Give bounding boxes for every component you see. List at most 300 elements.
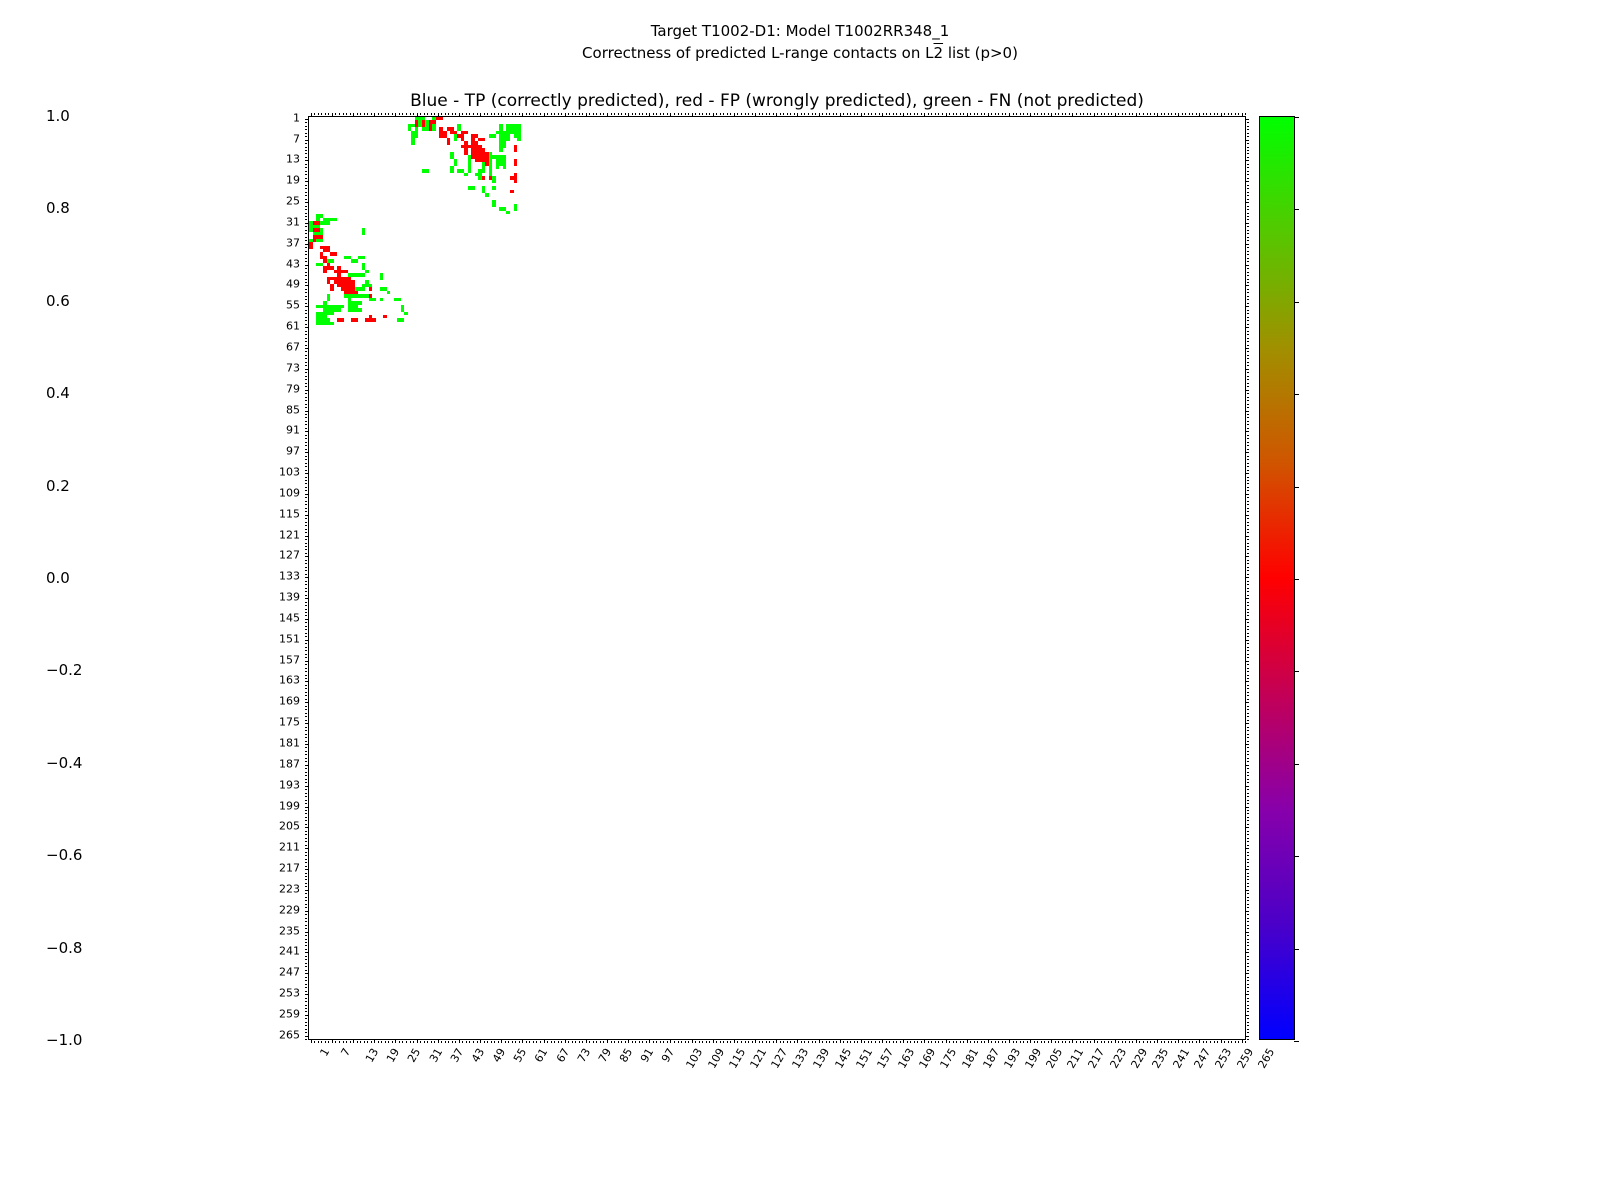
y-tickmark <box>305 803 307 804</box>
x-tickmark-top <box>1238 113 1239 115</box>
x-tickmark <box>797 1039 798 1043</box>
x-tickmark <box>678 1041 679 1043</box>
x-tickmark-top <box>343 113 344 115</box>
x-tickmark <box>808 1041 809 1043</box>
y-tickmark-right <box>1245 556 1249 557</box>
y-tickmark <box>305 296 307 297</box>
y-tickmark <box>305 577 309 578</box>
x-tickmark <box>882 1039 883 1043</box>
y-tickmark-right <box>1247 675 1249 676</box>
x-tickmark-top <box>427 113 428 115</box>
y-tickmark-right <box>1247 310 1249 311</box>
x-ticklabel: 73 <box>574 1046 593 1065</box>
x-tickmark <box>614 1041 615 1043</box>
y-tickmark-right <box>1247 834 1249 835</box>
y-tickmark <box>305 612 307 613</box>
x-tickmark-top <box>808 113 809 115</box>
y-tickmark-right <box>1247 855 1249 856</box>
y-ticklabel: 259 <box>279 1007 300 1021</box>
x-tickmark-top <box>1210 113 1211 115</box>
x-tickmark-top <box>1122 113 1123 115</box>
contact-cell-fn <box>358 308 362 311</box>
x-tickmark-top <box>745 113 746 115</box>
x-tickmark-top <box>667 113 668 115</box>
y-tickmark-right <box>1245 765 1249 766</box>
y-ticklabel: 121 <box>279 528 300 542</box>
y-tickmark <box>305 421 307 422</box>
contact-cell-fn <box>330 322 334 325</box>
x-tickmark-top <box>960 113 961 115</box>
x-tickmark <box>1217 1041 1218 1043</box>
contact-cell-fp <box>355 318 359 321</box>
y-tickmark <box>305 272 307 273</box>
y-tickmark <box>305 998 307 999</box>
x-tickmark <box>628 1039 629 1043</box>
y-tickmark <box>305 539 307 540</box>
x-tickmark-top <box>819 113 820 117</box>
y-tickmark <box>305 254 307 255</box>
contact-cell-fn-mirror <box>514 207 518 210</box>
y-tickmark-right <box>1247 605 1249 606</box>
y-tickmark <box>305 925 307 926</box>
y-tickmark-right <box>1247 813 1249 814</box>
x-tickmark <box>466 1041 467 1043</box>
x-tickmark-top <box>353 113 354 117</box>
x-tickmark-top <box>1065 113 1066 115</box>
y-tickmark <box>305 188 307 189</box>
contact-cell-fn <box>341 305 345 308</box>
x-tickmark-top <box>1245 113 1246 115</box>
y-tickmark <box>305 279 307 280</box>
y-tickmark-right <box>1247 609 1249 610</box>
x-tickmark-top <box>593 113 594 115</box>
y-tickmark <box>305 702 309 703</box>
contact-cell-fn-mirror <box>365 270 369 273</box>
x-ticklabel: 127 <box>768 1046 791 1071</box>
x-tickmark <box>840 1039 841 1043</box>
contact-cell-fn-mirror <box>411 141 415 144</box>
y-tickmark-right <box>1247 939 1249 940</box>
x-tickmark-top <box>589 113 590 115</box>
x-ticklabel: 199 <box>1022 1046 1045 1071</box>
x-tickmark-top <box>783 113 784 115</box>
y-tickmark <box>305 914 307 915</box>
x-tickmark <box>374 1039 375 1043</box>
x-tickmark-top <box>565 113 566 117</box>
y-tickmark-right <box>1247 643 1249 644</box>
x-tickmark <box>346 1041 347 1043</box>
y-tickmark <box>305 775 307 776</box>
y-tickmark <box>305 289 307 290</box>
x-tickmark-top <box>628 113 629 117</box>
y-tickmark <box>305 737 307 738</box>
x-ticklabel: 241 <box>1170 1046 1193 1071</box>
y-tickmark <box>305 918 307 919</box>
x-ticklabel: 193 <box>1001 1046 1024 1071</box>
y-ticklabel: 199 <box>279 799 300 813</box>
y-tickmark-right <box>1247 553 1249 554</box>
y-tickmark-right <box>1247 331 1249 332</box>
y-tickmark-right <box>1247 226 1249 227</box>
y-tickmark-right <box>1245 285 1249 286</box>
contact-cell-fn-mirror <box>485 193 489 196</box>
x-tickmark-top <box>928 113 929 115</box>
y-tickmark-right <box>1247 588 1249 589</box>
y-tickmark <box>305 893 307 894</box>
x-tickmark <box>582 1041 583 1043</box>
y-ticklabel: 241 <box>279 944 300 958</box>
y-tickmark-right <box>1245 869 1249 870</box>
y-tickmark-right <box>1247 518 1249 519</box>
y-tickmark-right <box>1247 859 1249 860</box>
y-tickmark <box>305 209 307 210</box>
x-tickmark-top <box>875 113 876 115</box>
y-tickmark <box>305 233 307 234</box>
y-tickmark-right <box>1247 879 1249 880</box>
y-tickmark <box>305 383 307 384</box>
x-tickmark <box>646 1041 647 1043</box>
x-tickmark <box>1122 1041 1123 1043</box>
contact-cell-fn-mirror <box>362 232 366 235</box>
x-tickmark <box>1245 1041 1246 1043</box>
x-tickmark <box>335 1041 336 1043</box>
x-tickmark-top <box>1196 113 1197 115</box>
x-tickmark-top <box>1104 113 1105 115</box>
y-tickmark-right <box>1247 320 1249 321</box>
x-tickmark-top <box>1020 113 1021 115</box>
x-tickmark <box>914 1041 915 1043</box>
y-tickmark <box>305 796 307 797</box>
x-tickmark-top <box>713 113 714 117</box>
x-tickmark-top <box>1058 113 1059 115</box>
x-tickmark-top <box>494 113 495 115</box>
y-tickmark-right <box>1247 275 1249 276</box>
y-tickmark-right <box>1247 358 1249 359</box>
x-ticklabel: 49 <box>490 1046 509 1065</box>
y-tickmark-right <box>1245 494 1249 495</box>
y-tickmark-right <box>1245 973 1249 974</box>
contact-cell-fn <box>362 256 366 259</box>
x-tickmark-top <box>903 113 904 117</box>
y-tickmark <box>305 581 307 582</box>
x-tickmark-top <box>621 113 622 115</box>
x-tickmark <box>318 1041 319 1043</box>
y-tickmark <box>305 945 307 946</box>
y-tickmark <box>305 876 307 877</box>
x-tickmark <box>1168 1041 1169 1043</box>
x-tickmark <box>670 1039 671 1043</box>
x-tickmark-top <box>385 113 386 115</box>
y-tickmark-right <box>1247 685 1249 686</box>
x-tickmark <box>339 1041 340 1043</box>
y-tickmark <box>305 494 309 495</box>
x-tickmark-top <box>378 113 379 115</box>
y-ticklabel: 55 <box>286 298 300 312</box>
y-tickmark-right <box>1247 292 1249 293</box>
y-tickmark <box>305 1036 309 1037</box>
y-tickmark <box>305 626 307 627</box>
contact-cell-fp-mirror <box>514 162 518 165</box>
x-tickmark <box>314 1041 315 1043</box>
y-tickmark-right <box>1247 449 1249 450</box>
x-tickmark <box>755 1039 756 1043</box>
x-tickmark-top <box>998 113 999 115</box>
x-tickmark-top <box>480 113 481 117</box>
y-tickmark <box>305 1005 307 1006</box>
y-tickmark-right <box>1247 466 1249 467</box>
x-tickmark <box>1005 1041 1006 1043</box>
x-tickmark <box>819 1039 820 1043</box>
y-ticklabel: 19 <box>286 173 300 187</box>
x-ticklabel: 247 <box>1191 1046 1214 1071</box>
y-tickmark <box>305 268 307 269</box>
y-tickmark-right <box>1247 424 1249 425</box>
y-tickmark <box>305 244 309 245</box>
x-tickmark <box>900 1041 901 1043</box>
y-tickmark-right <box>1247 1039 1249 1040</box>
x-tickmark <box>1094 1039 1095 1043</box>
x-tickmark <box>716 1041 717 1043</box>
y-tickmark <box>305 727 307 728</box>
y-tickmark-right <box>1245 848 1249 849</box>
y-tickmark-right <box>1247 949 1249 950</box>
y-tickmark <box>305 678 307 679</box>
x-tickmark <box>512 1041 513 1043</box>
x-tickmark-top <box>1129 113 1130 115</box>
x-tickmark-top <box>544 113 545 117</box>
x-tickmark-top <box>766 113 767 115</box>
y-tickmark-right <box>1247 445 1249 446</box>
x-tickmark-top <box>850 113 851 115</box>
x-tickmark-top <box>988 113 989 117</box>
x-tickmark-top <box>1164 113 1165 115</box>
y-tickmark-right <box>1245 473 1249 474</box>
y-tickmark <box>305 181 309 182</box>
y-ticklabel: 205 <box>279 819 300 833</box>
x-tickmark <box>1097 1041 1098 1043</box>
y-ticklabel: 223 <box>279 882 300 896</box>
contact-cell-fn <box>425 169 429 172</box>
x-tickmark-top <box>1125 113 1126 115</box>
y-tickmark-right <box>1247 695 1249 696</box>
contact-cell-fn-mirror <box>454 162 458 165</box>
y-tickmark <box>305 174 307 175</box>
y-tickmark <box>305 952 309 953</box>
x-tickmark-top <box>512 113 513 115</box>
y-tickmark-right <box>1245 181 1249 182</box>
x-tickmark <box>864 1041 865 1043</box>
y-tickmark-right <box>1247 654 1249 655</box>
x-tickmark <box>991 1041 992 1043</box>
x-tickmark <box>1072 1039 1073 1043</box>
x-tickmark <box>928 1041 929 1043</box>
y-tickmark <box>305 720 307 721</box>
x-tickmark <box>1118 1041 1119 1043</box>
y-tickmark <box>305 327 309 328</box>
x-tickmark-top <box>1009 113 1010 117</box>
y-tickmark <box>305 574 307 575</box>
y-tickmark <box>305 615 307 616</box>
y-tickmark <box>305 122 307 123</box>
x-tickmark-top <box>505 113 506 115</box>
y-tickmark <box>305 515 309 516</box>
contact-cell-fn-mirror <box>503 166 507 169</box>
x-tickmark <box>949 1041 950 1043</box>
x-tickmark-top <box>935 113 936 115</box>
colorbar-tickmark <box>1294 671 1299 672</box>
x-tickmark <box>988 1039 989 1043</box>
x-tickmark-top <box>392 113 393 115</box>
y-tickmark-right <box>1247 751 1249 752</box>
contact-cell-fp-mirror <box>372 318 376 321</box>
y-tickmark-right <box>1247 1022 1249 1023</box>
y-tickmark-right <box>1247 998 1249 999</box>
y-tickmark-right <box>1245 411 1249 412</box>
y-tickmark-right <box>1247 126 1249 127</box>
y-tickmark-right <box>1245 827 1249 828</box>
x-tickmark <box>328 1041 329 1043</box>
y-tickmark-right <box>1247 800 1249 801</box>
x-tickmark-top <box>1161 113 1162 115</box>
x-tickmark-top <box>956 113 957 115</box>
x-tickmark-top <box>1203 113 1204 115</box>
x-tickmark <box>427 1041 428 1043</box>
y-tickmark <box>305 140 309 141</box>
y-tickmark <box>305 185 307 186</box>
x-tickmark <box>589 1041 590 1043</box>
x-tickmark-top <box>660 113 661 115</box>
y-tickmark <box>305 907 307 908</box>
x-tickmark-top <box>801 113 802 115</box>
y-tickmark <box>305 890 309 891</box>
x-tickmark <box>1111 1041 1112 1043</box>
y-tickmark-right <box>1247 942 1249 943</box>
y-ticklabel: 139 <box>279 590 300 604</box>
y-ticklabel: 145 <box>279 611 300 625</box>
y-tickmark-right <box>1247 324 1249 325</box>
x-tickmark <box>536 1041 537 1043</box>
x-tickmark-top <box>579 113 580 115</box>
contact-cell-fn <box>492 134 496 137</box>
y-tickmark-right <box>1247 237 1249 238</box>
y-tickmark <box>305 622 307 623</box>
x-ticklabel: 163 <box>895 1046 918 1071</box>
x-tickmark <box>875 1041 876 1043</box>
x-tickmark-top <box>515 113 516 115</box>
x-tickmark-top <box>1168 113 1169 115</box>
x-tickmark <box>565 1039 566 1043</box>
x-tickmark <box>1051 1039 1052 1043</box>
y-tickmark-right <box>1247 247 1249 248</box>
x-ticklabel: 7 <box>338 1046 354 1059</box>
y-tickmark-right <box>1247 581 1249 582</box>
x-tickmark-top <box>381 113 382 115</box>
y-tickmark <box>305 668 307 669</box>
y-tickmark-right <box>1247 1029 1249 1030</box>
y-tickmark-right <box>1247 688 1249 689</box>
x-tickmark <box>847 1041 848 1043</box>
x-tickmark <box>1055 1041 1056 1043</box>
x-tickmark-top <box>413 113 414 115</box>
y-tickmark-right <box>1247 664 1249 665</box>
x-tickmark <box>713 1039 714 1043</box>
y-tickmark <box>305 973 309 974</box>
x-tickmark <box>741 1041 742 1043</box>
contact-cell-fn <box>401 318 405 321</box>
x-tickmark-top <box>1094 113 1095 117</box>
y-tickmark-right <box>1247 532 1249 533</box>
y-tickmark <box>305 376 307 377</box>
y-ticklabel: 265 <box>279 1028 300 1042</box>
colorbar-ticklabel: 0.6 <box>46 291 70 310</box>
y-tickmark-right <box>1247 734 1249 735</box>
y-tickmark-right <box>1247 192 1249 193</box>
x-tickmark-top <box>1224 113 1225 115</box>
y-tickmark-right <box>1247 317 1249 318</box>
x-tickmark-top <box>325 113 326 115</box>
x-ticklabel: 103 <box>683 1046 706 1071</box>
x-tickmark <box>477 1041 478 1043</box>
x-tickmark <box>935 1041 936 1043</box>
y-tickmark-right <box>1247 136 1249 137</box>
y-tickmark-right <box>1247 716 1249 717</box>
y-ticklabel: 253 <box>279 986 300 1000</box>
x-tickmark <box>343 1041 344 1043</box>
x-tickmark-top <box>1034 113 1035 115</box>
y-tickmark <box>305 365 307 366</box>
x-tickmark-top <box>773 113 774 115</box>
y-tickmark-right <box>1247 633 1249 634</box>
y-tickmark-right <box>1247 897 1249 898</box>
x-tickmark <box>1069 1041 1070 1043</box>
x-tickmark <box>586 1039 587 1043</box>
x-tickmark <box>540 1041 541 1043</box>
y-tickmark <box>305 852 307 853</box>
x-tickmark-top <box>487 113 488 115</box>
y-tickmark <box>305 567 307 568</box>
x-ticklabel: 259 <box>1234 1046 1256 1071</box>
x-tickmark-top <box>1087 113 1088 115</box>
contact-cell-fn <box>503 145 507 148</box>
contact-cell-fp <box>482 176 486 179</box>
y-ticklabel: 181 <box>279 736 300 750</box>
x-tickmark <box>1034 1041 1035 1043</box>
x-tickmark-top <box>1016 113 1017 115</box>
x-tickmark <box>794 1041 795 1043</box>
contact-cell-fp <box>482 138 486 141</box>
y-ticklabel: 151 <box>279 632 300 646</box>
y-tickmark <box>305 372 307 373</box>
x-tickmark <box>1076 1041 1077 1043</box>
y-tickmark <box>305 549 307 550</box>
y-tickmark <box>305 411 309 412</box>
x-tickmark-top <box>674 113 675 115</box>
y-tickmark-right <box>1247 543 1249 544</box>
x-tickmark <box>727 1041 728 1043</box>
x-tickmark <box>434 1041 435 1043</box>
y-tickmark-right <box>1247 1011 1249 1012</box>
x-tickmark-top <box>1097 113 1098 115</box>
y-tickmark <box>305 845 307 846</box>
x-tickmark <box>639 1041 640 1043</box>
x-tickmark <box>526 1041 527 1043</box>
y-tickmark <box>305 709 307 710</box>
x-tickmark-top <box>314 113 315 115</box>
x-tickmark-top <box>833 113 834 115</box>
x-tickmark <box>967 1039 968 1043</box>
y-tickmark-right <box>1247 549 1249 550</box>
y-tickmark-right <box>1245 952 1249 953</box>
